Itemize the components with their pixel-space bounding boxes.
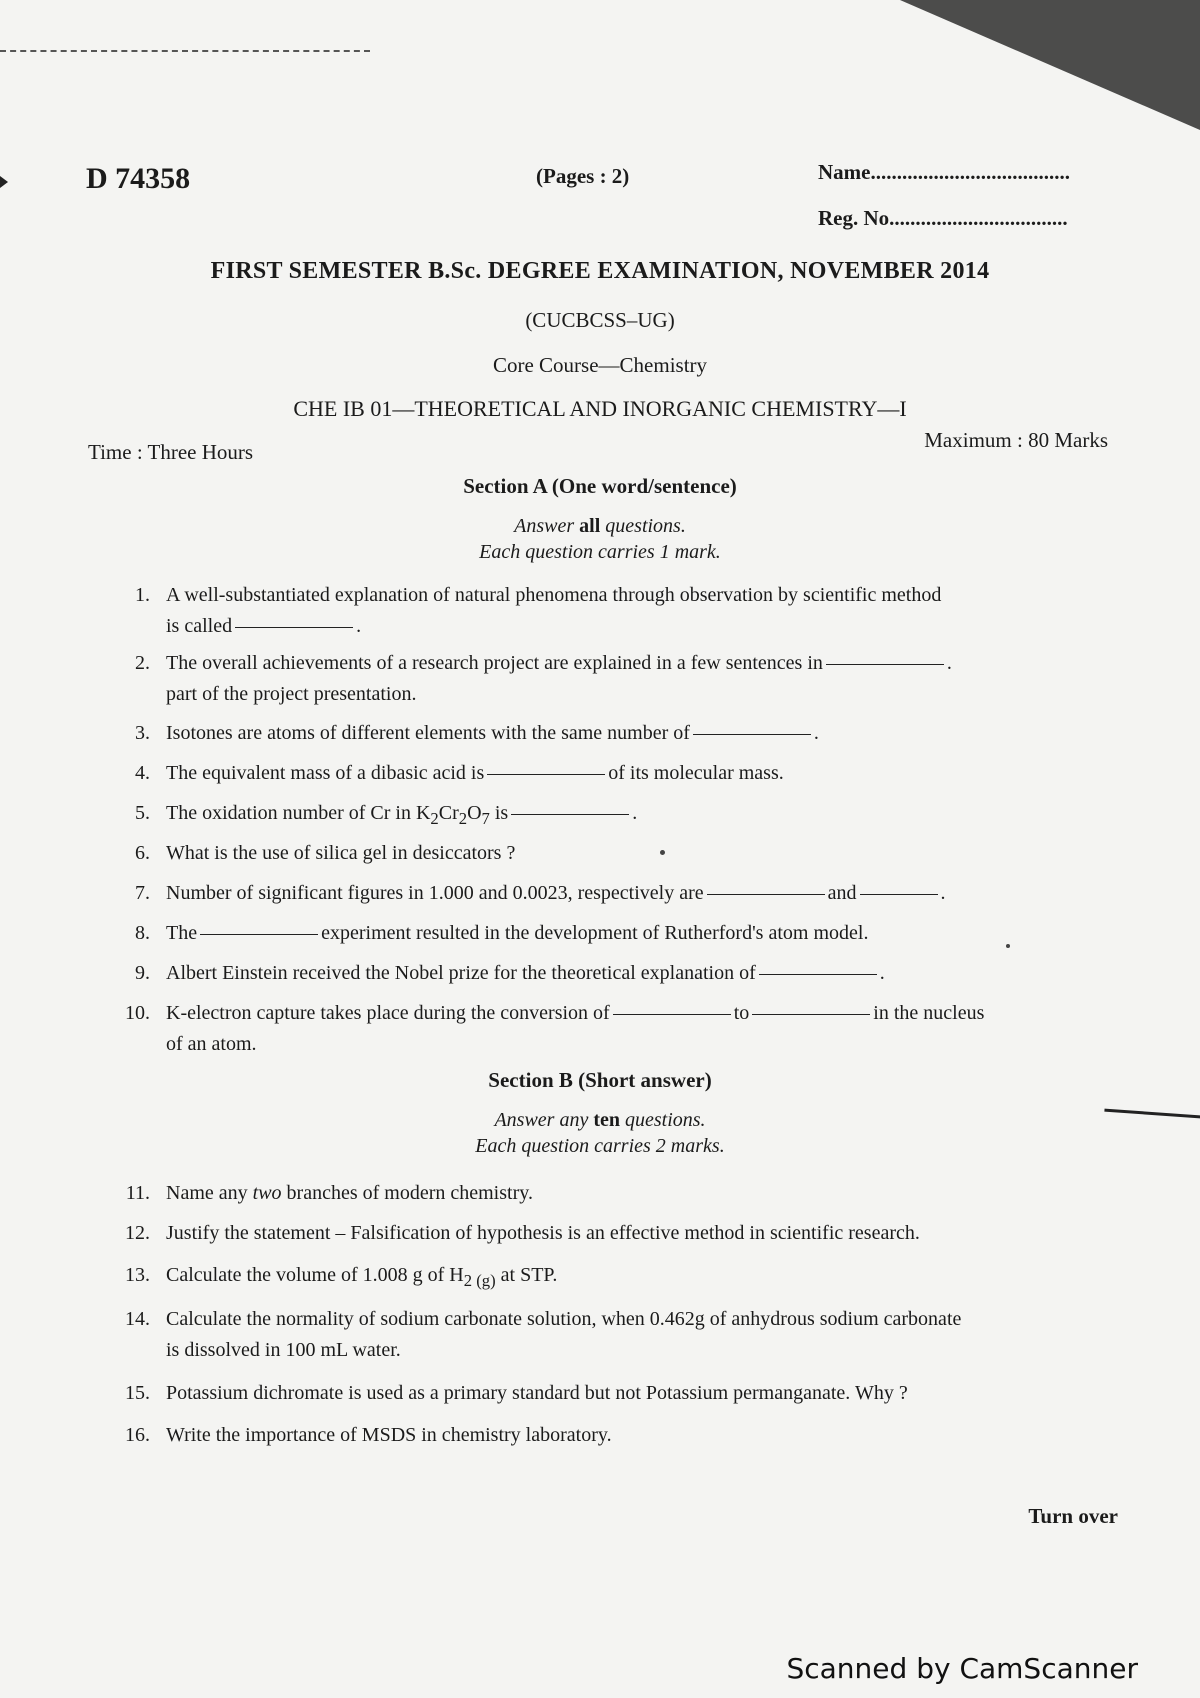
text-segment: A well-substantiated explanation of natural phenomena through observation by scientific method (166, 584, 942, 606)
question-number: 6. (135, 842, 150, 864)
section-b-instruction (0, 1108, 1200, 1133)
text-segment: The equivalent mass of a dibasic acid is (166, 762, 485, 784)
text-segment: Calculate the volume of 1.008 g of H (166, 1264, 464, 1286)
text-segment: . (879, 962, 885, 984)
text-segment: Number of significant figures in 1.000 and 0.0023, respectively are (166, 882, 704, 904)
text-segment: Cr (438, 802, 459, 824)
question-text: What is the use of silica gel in desiccators ? (166, 842, 516, 864)
text-segment: . (632, 802, 638, 824)
text-segment: . (946, 652, 952, 674)
paper-code: D 74358 (86, 162, 191, 195)
answer-blank (487, 774, 605, 775)
question-text (166, 718, 1116, 749)
section-b-heading: Section B (Short answer) (488, 1068, 712, 1092)
emphasis: two (252, 1182, 282, 1204)
question-number: 16. (125, 1424, 150, 1446)
text-segment: The oxidation number of Cr in K (166, 802, 431, 824)
text-segment: is (489, 802, 509, 824)
text-segment: . (813, 722, 819, 744)
question-number: 12. (125, 1222, 150, 1244)
text-segment: The overall achievements of a research project are explained in a few sentences in (166, 652, 823, 674)
text-segment: . (940, 882, 946, 904)
instruction-emphasis: all (579, 515, 601, 537)
question-text (166, 1260, 1116, 1296)
text-segment: part of the project presentation. (166, 683, 417, 705)
subscript: 2 (g) (463, 1271, 496, 1290)
text-segment: Name any (166, 1182, 253, 1204)
text-segment: The (166, 922, 198, 944)
question-text (166, 798, 1116, 834)
scanner-watermark: Scanned by CamScanner (786, 1652, 1138, 1685)
section-b-marks-note: Each question carries 2 marks. (475, 1135, 725, 1157)
exam-title: FIRST SEMESTER B.Sc. DEGREE EXAMINATION, NOVEMBER 2014 (210, 258, 990, 284)
answer-blank (235, 627, 353, 628)
text-segment: Isotones are atoms of different elements with the same number of (166, 722, 690, 744)
answer-blank (752, 1014, 870, 1015)
question-text (166, 878, 1116, 909)
question-text (166, 918, 1116, 949)
turn-over-label: Turn over (1028, 1504, 1118, 1528)
top-dashed-rule (0, 50, 370, 52)
reg-no-field: Reg. No.................................. (818, 206, 1068, 230)
question-text: Justify the statement – Falsification of hypothesis is an effective method in scientific research. (166, 1222, 920, 1244)
margin-mark (0, 176, 8, 188)
text-segment: of its molecular mass. (608, 762, 784, 784)
question-text (166, 758, 1116, 789)
text-segment: Calculate the normality of sodium carbonate solution, when 0.462g of anhydrous sodium carbonate (166, 1308, 962, 1330)
question-text (166, 998, 1116, 1060)
question-text (166, 580, 1116, 642)
instruction-text: questions. (600, 515, 686, 537)
answer-blank (200, 934, 318, 935)
section-a-instruction (0, 514, 1200, 539)
text-segment: and (827, 882, 857, 904)
answer-blank (707, 894, 825, 895)
maximum-marks: Maximum : 80 Marks (924, 428, 1108, 452)
text-segment: K-electron capture takes place during the conversion of (166, 1002, 610, 1024)
subscript: 7 (481, 809, 490, 828)
section-a-heading: Section A (One word/sentence) (463, 474, 737, 498)
course-name: Core Course—Chemistry (492, 353, 708, 377)
stray-mark (1006, 944, 1010, 948)
question-text (166, 648, 1116, 710)
subscript: 2 (430, 809, 439, 828)
question-number: 8. (135, 922, 150, 944)
question-text: Write the importance of MSDS in chemistry laboratory. (166, 1424, 612, 1446)
answer-blank (759, 974, 877, 975)
question-number: 14. (125, 1308, 150, 1330)
text-segment: O (467, 802, 482, 824)
exam-scheme: (CUCBCSS–UG) (525, 308, 675, 332)
text-segment: experiment resulted in the development of Rutherford's atom model. (321, 922, 869, 944)
instruction-text: questions. (620, 1109, 706, 1131)
text-segment: is dissolved in 100 mL water. (166, 1339, 401, 1361)
answer-blank (826, 664, 944, 665)
question-number: 1. (135, 584, 150, 606)
text-segment: of an atom. (166, 1033, 257, 1055)
text-segment: at STP. (495, 1264, 558, 1286)
stray-mark (660, 850, 665, 855)
name-field: Name...................................... (818, 160, 1070, 184)
question-text (166, 958, 1116, 989)
answer-blank (860, 894, 938, 895)
question-number: 13. (125, 1264, 150, 1286)
instruction-emphasis: ten (593, 1109, 620, 1131)
exam-duration: Time : Three Hours (88, 440, 254, 464)
answer-blank (693, 734, 811, 735)
text-segment: branches of modern chemistry. (281, 1182, 533, 1204)
text-segment: to (733, 1002, 750, 1024)
page-count: (Pages : 2) (536, 164, 630, 188)
paper-title: CHE IB 01—THEORETICAL AND INORGANIC CHEMISTRY—I (293, 396, 907, 421)
folded-corner-shadow (900, 0, 1200, 130)
text-segment: Albert Einstein received the Nobel prize for the theoretical explanation of (166, 962, 756, 984)
text-segment: in the nucleus (873, 1002, 985, 1024)
text-segment: is called (166, 615, 233, 637)
section-a-marks-note: Each question carries 1 mark. (479, 541, 721, 563)
subscript: 2 (458, 809, 468, 828)
question-number: 2. (135, 652, 150, 674)
question-text (166, 1304, 1116, 1366)
instruction-text: Answer (514, 515, 580, 537)
question-number: 9. (135, 962, 150, 984)
question-text: Potassium dichromate is used as a primary standard but not Potassium permanganate. Why ? (166, 1382, 908, 1404)
answer-blank (511, 814, 629, 815)
question-number: 5. (135, 802, 150, 824)
text-segment: . (356, 615, 362, 637)
question-number: 4. (135, 762, 150, 784)
question-number: 15. (125, 1382, 150, 1404)
question-number: 7. (135, 882, 150, 904)
question-text (166, 1178, 1116, 1209)
question-number: 10. (125, 1002, 150, 1024)
question-number: 3. (135, 722, 150, 744)
answer-blank (613, 1014, 731, 1015)
question-number: 11. (125, 1182, 150, 1204)
instruction-text: Answer any (494, 1109, 594, 1131)
